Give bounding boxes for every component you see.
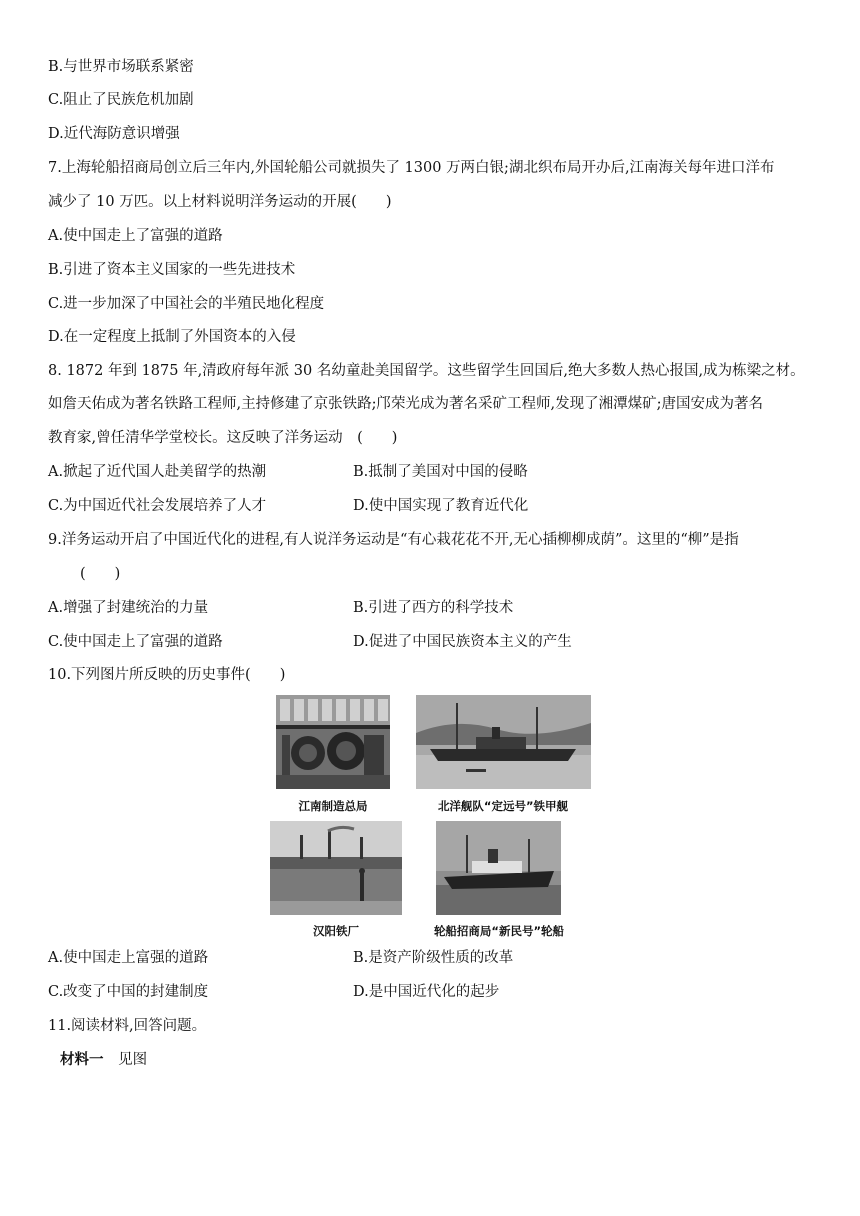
hanyang-iron-works-photo	[270, 821, 402, 915]
material-label: 材料一	[60, 1051, 104, 1068]
q10-stem: 10.下列图片所反映的历史事件( )	[48, 667, 286, 683]
jiangnan-arsenal-photo	[276, 695, 390, 789]
q9-option-c: C.使中国走上了富强的道路	[48, 634, 223, 650]
hanyang-iron-works-caption: 汉阳铁厂	[313, 924, 359, 938]
dingyuan-ironclad-photo	[416, 695, 591, 789]
q11-material-one	[60, 1050, 147, 1070]
q9-option-d: D.促进了中国民族资本主义的产生	[353, 634, 572, 650]
q8-option-b: B.抵制了美国对中国的侵略	[353, 464, 528, 480]
q8-stem-line1: 8. 1872 年到 1875 年,清政府每年派 30 名幼童赴美国留学。这些留学生回国后,绝大多数人热心报国,成为栋梁之材。	[48, 363, 805, 379]
q7-option-b: B.引进了资本主义国家的一些先进技术	[48, 262, 296, 278]
q8-stem-line3: 教育家,曾任清华学堂校长。这反映了洋务运动 ( )	[48, 430, 398, 446]
q6-option-d: D.近代海防意识增强	[48, 126, 180, 142]
q7-option-d: D.在一定程度上抵制了外国资本的入侵	[48, 329, 296, 345]
q9-option-a: A.增强了封建统治的力量	[48, 600, 209, 616]
xinmin-steamship-caption: 轮船招商局“新民号”轮船	[433, 924, 565, 938]
dingyuan-ironclad-caption: 北洋舰队“定远号”铁甲舰	[437, 799, 569, 813]
q9-stem-line2: ( )	[80, 566, 121, 582]
q10-option-b: B.是资产阶级性质的改革	[353, 950, 514, 966]
q9-stem-line1: 9.洋务运动开启了中国近代化的进程,有人说洋务运动是“有心栽花花不开,无心插柳柳成荫”。这里的“柳”是指	[48, 532, 739, 548]
q7-stem-line1: 7.上海轮船招商局创立后三年内,外国轮船公司就损失了 1300 万两白银;湖北织布局开办后,江南海关每年进口洋布	[48, 160, 775, 176]
q7-option-c: C.进一步加深了中国社会的半殖民地化程度	[48, 296, 325, 312]
q8-option-c: C.为中国近代社会发展培养了人才	[48, 498, 267, 514]
q11-stem: 11.阅读材料,回答问题。	[48, 1018, 207, 1034]
q7-stem-line2: 减少了 10 万匹。以上材料说明洋务运动的开展( )	[48, 194, 392, 210]
q10-option-a: A.使中国走上富强的道路	[48, 950, 209, 966]
q10-option-c: C.改变了中国的封建制度	[48, 984, 209, 1000]
q8-option-a: A.掀起了近代国人赴美留学的热潮	[48, 464, 267, 480]
q8-option-d: D.使中国实现了教育近代化	[353, 498, 529, 514]
q8-stem-line2: 如詹天佑成为著名铁路工程师,主持修建了京张铁路;邝荣光成为著名采矿工程师,发现了湘潭煤矿;唐国安成为著名	[48, 396, 763, 412]
q9-option-b: B.引进了西方的科学技术	[353, 600, 514, 616]
jiangnan-arsenal-caption: 江南制造总局	[298, 799, 368, 813]
q6-option-c: C.阻止了民族危机加剧	[48, 92, 194, 108]
q6-option-b: B.与世界市场联系紧密	[48, 59, 194, 75]
q7-option-a: A.使中国走上了富强的道路	[48, 228, 223, 244]
q10-option-d: D.是中国近代化的起步	[353, 984, 500, 1000]
material-text: 见图	[118, 1052, 148, 1068]
xinmin-steamship-photo	[436, 821, 561, 915]
